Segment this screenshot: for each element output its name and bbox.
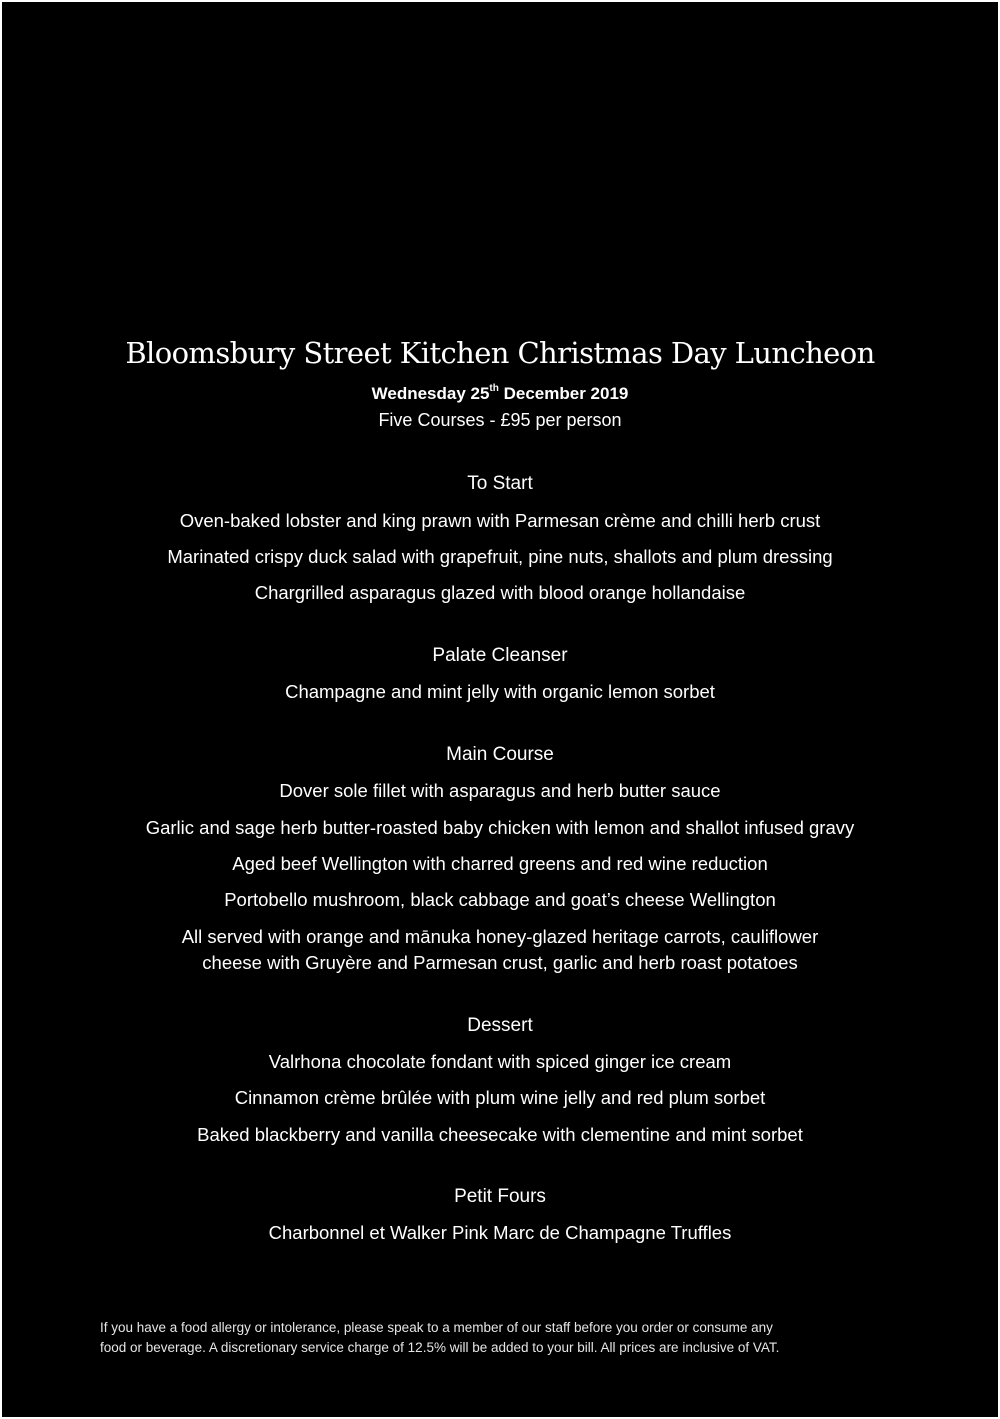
menu-item: Garlic and sage herb butter-roasted baby chicken with lemon and shallot infused gravy [145,817,855,838]
menu-item: Marinated crispy duck salad with grapefruit, pine nuts, shallots and plum dressing [167,546,833,567]
section-heading-main-course: Main Course [446,744,554,765]
menu-item: Portobello mushroom, black cabbage and goat’s cheese Wellington [224,889,776,910]
menu-item: Oven-baked lobster and king prawn with Parmesan crème and chilli herb crust [179,510,821,531]
section-heading-to-start: To Start [467,473,533,494]
menu-item: Charbonnel et Walker Pink Marc de Champagne Truffles [268,1222,732,1243]
date-rest: December 2019 [498,384,629,403]
menu-item: Aged beef Wellington with charred greens and red wine reduction [232,853,768,874]
section-heading-dessert: Dessert [467,1015,533,1036]
price-line: Five Courses - £95 per person [378,410,622,430]
menu-item: Baked blackberry and vanilla cheesecake with clementine and mint sorbet [197,1124,803,1145]
allergy-notice-line-1: If you have a food allergy or intolerance, please speak to a member of our staff before you order or consume any [100,1320,773,1335]
menu-item: Cinnamon crème brûlée with plum wine jelly and red plum sorbet [234,1087,766,1108]
date-prefix: Wednesday 25 [371,384,490,403]
section-heading-palate-cleanser: Palate Cleanser [432,645,568,666]
menu-item: Valrhona chocolate fondant with spiced ginger ice cream [268,1051,732,1072]
allergy-notice-line-2: food or beverage. A discretionary service charge of 12.5% will be added to your bill. All prices are inclusive of VAT. [100,1340,780,1355]
sides-line-2: cheese with Gruyère and Parmesan crust, garlic and herb roast potatoes [202,952,798,973]
menu-page [2,2,998,1417]
menu-title: Bloomsbury Street Kitchen Christmas Day Luncheon [125,336,875,370]
section-heading-petit-fours: Petit Fours [454,1186,546,1207]
allergy-notice [100,1318,920,1358]
event-date [2,384,998,404]
menu-item: Champagne and mint jelly with organic lemon sorbet [285,681,715,702]
menu-item: Chargrilled asparagus glazed with blood orange hollandaise [254,582,746,603]
sides-line-1: All served with orange and mānuka honey-glazed heritage carrots, cauliflower [181,926,819,947]
date-ordinal: th [489,383,499,394]
menu-item: Dover sole fillet with asparagus and herb butter sauce [279,780,721,801]
